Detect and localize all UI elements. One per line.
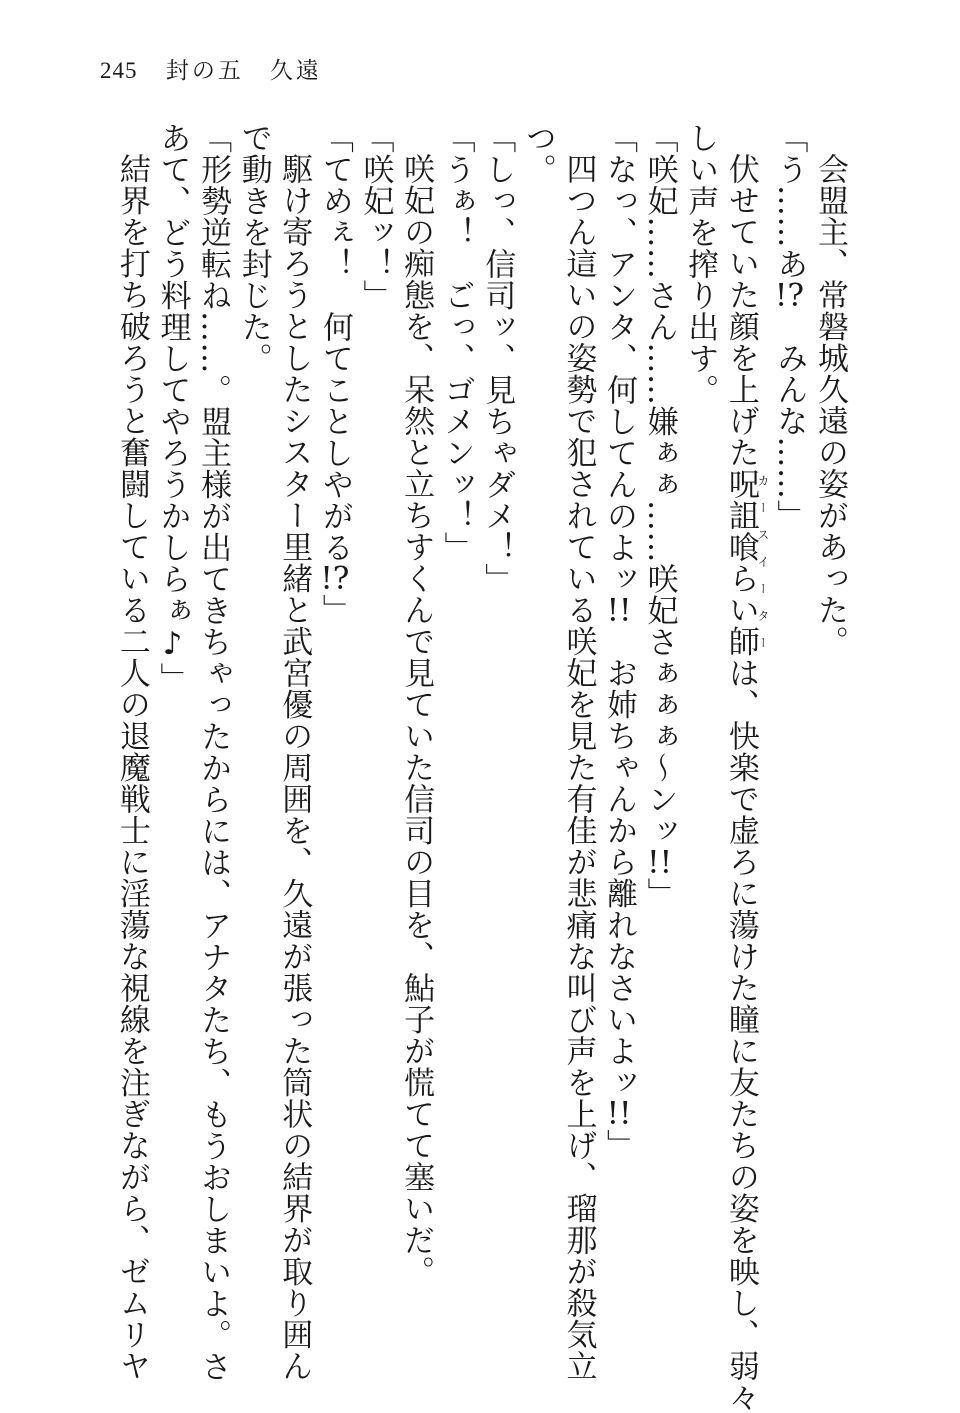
text-line-3: 伏せていた顔を上げた呪詛喰らい師カースイーターは、快楽で虚ろに蕩けた瞳に友たちの姿を映し、弱々 [722,153,770,1413]
text-line-10: 「うぁ！ ごっ、ゴメンッ！」 [438,122,475,563]
running-header [100,52,322,85]
text-line-1: 会盟主、常磐城久遠の姿があった。 [812,153,848,657]
text-line-7: 四つん這いの姿勢で犯されている咲妃を見た有佳が悲痛な叫び声を上げ、瑠那が殺気立 [560,153,597,1382]
body-text [111,122,850,1413]
text-line-17: あて、どう料理してやろうかしらぁ♪」 [154,122,191,694]
chapter-title: 封の五 久遠 [165,58,322,84]
text-line-15: で動きを封じた。 [235,122,272,374]
text-line-9: 「しっ、信司ッ、見ちゃダメ！」 [479,122,516,595]
text-line-18: 結界を打ち破ろうと奮闘している二人の退魔戦士に淫蕩な視線を注ぎながら、ゼムリヤ [113,153,150,1382]
furigana: カースイーター [755,468,770,657]
text-line-12: 「咲妃ッ！」 [357,122,394,311]
page-number: 245 [100,58,138,83]
text-line-14: 駆け寄ろうとしたシスター里緒と武宮優の周囲を、久遠が張った筒状の結界が取り囲ん [276,153,313,1382]
text-line-6: 「なっ、アンタ、何してんのよッ!! お姉ちゃんから離れなさいよッ!!」 [601,122,638,1161]
text-line-13: 「てめぇ！ 何てことしやがる!?」 [316,122,353,626]
text-line-4: しい声を搾り出す。 [682,122,719,406]
text-line-8: つ。 [519,122,556,185]
text-line-2: 「う……あ!? みんな……」 [771,122,808,531]
text-line-5: 「咲妃……さん……嫌ぁぁ……咲妃さぁぁぁ〜ンッ!!」 [641,122,678,909]
text-line-16: 「形勢逆転ね……。盟主様が出てきちゃったからには、アナタたち、もうおしまいよ。さ [195,122,232,1382]
text-line-11: 咲妃の痴態を、呆然と立ちすくんで見ていた信司の目を、鮎子が慌てて塞いだ。 [398,153,435,1287]
